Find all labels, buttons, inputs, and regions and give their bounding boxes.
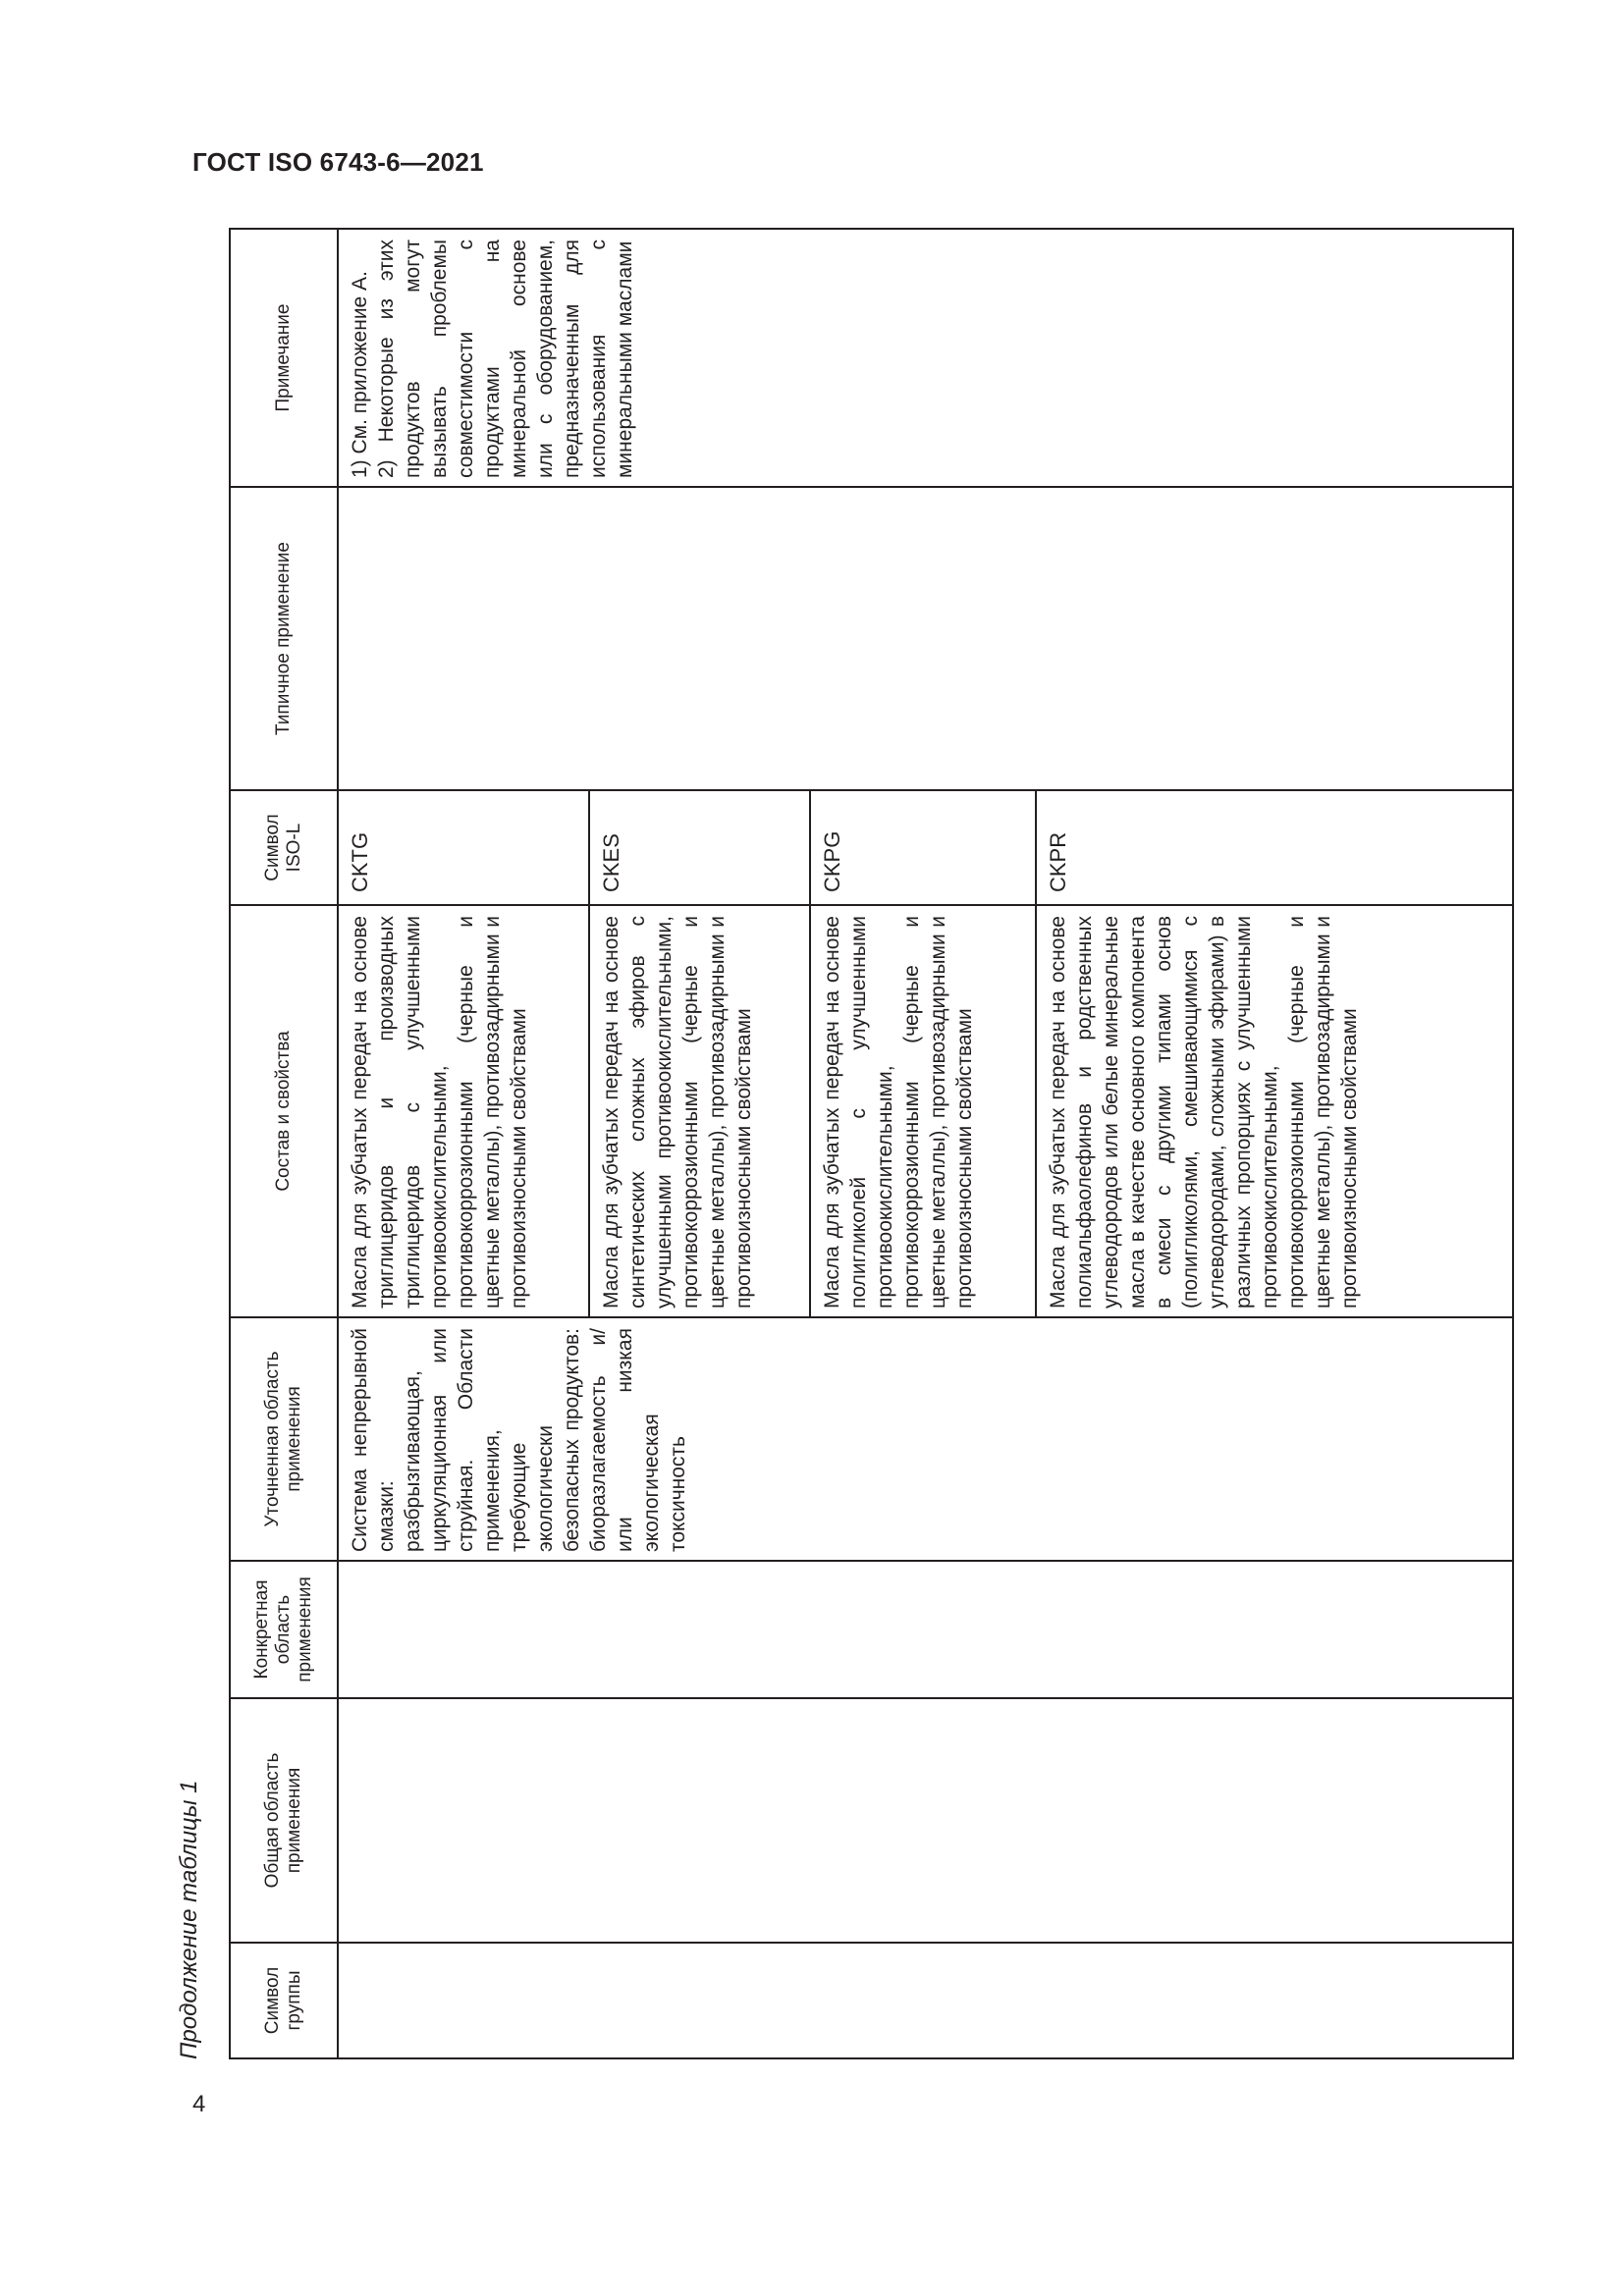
cell-typical-application xyxy=(338,487,1513,790)
cell-iso-symbol: CKTG xyxy=(338,790,589,905)
table-row xyxy=(338,229,589,2058)
table-caption: Продолжение таблицы 1 xyxy=(176,1780,202,2059)
header-group-symbol: Символ группы xyxy=(230,1943,338,2058)
cell-notes xyxy=(338,229,1513,487)
header-notes: Примечание xyxy=(230,229,338,487)
table-header-row xyxy=(230,229,338,2058)
note-1: 1) См. приложение А. xyxy=(349,271,371,478)
cell-composition: Масла для зубчатых передач на основе полигликолей с улучшенными противоокислительными, противокоррозионными (черные и цветные металлы), противозадирными и противоизносными свойствами xyxy=(810,905,1036,1317)
classification-table xyxy=(229,228,1514,2059)
note-2: 2) Некоторые из этих продуктов могут вызывать проблемы совместимости с продуктами на минеральной основе или с оборудованием, предназначенным для использования с минеральными маслами xyxy=(375,240,636,478)
header-iso-l-symbol: Символ ISO-L xyxy=(230,790,338,905)
header-typical-application: Типичное применение xyxy=(230,487,338,790)
header-specific-application: Конкретная область применения xyxy=(230,1561,338,1698)
rotated-table-area xyxy=(176,230,1502,2059)
cell-refined-application: Система непрерывной смазки: разбрызгивающая, циркуляционная или струйная. Области применения, требующие экологически безопасных продуктов: биоразлагаемость и/или низкая экологическая токсичность xyxy=(338,1317,1513,1561)
cell-iso-symbol: CKPG xyxy=(810,790,1036,905)
cell-specific-application xyxy=(338,1561,1513,1698)
cell-composition: Масла для зубчатых передач на основе полиальфаолефинов и родственных углеводородов или белые минеральные масла в качестве основного компонента в смеси с другими типами основ (полигликолями, смешивающимися с углеводородами, сложными эфирами) в различных пропорциях с улучшенными противоокислительными, противокоррозионными (черные и цветные металлы), противозадирными и противоизносными свойствами xyxy=(1036,905,1513,1317)
header-composition: Состав и свойства xyxy=(230,905,338,1317)
header-refined-application: Уточненная область применения xyxy=(230,1317,338,1561)
document-header: ГОСТ ISO 6743-6—2021 xyxy=(192,147,484,177)
cell-general-application xyxy=(338,1698,1513,1943)
page-number: 4 xyxy=(192,2091,206,2117)
cell-group-symbol xyxy=(338,1943,1513,2058)
cell-composition: Масла для зубчатых передач на основе триглицеридов и производных триглицеридов с улучшенными противоокислительными, противокоррозионными (черные и цветные металлы), противозадирными и противоизносными свойствами xyxy=(338,905,589,1317)
header-general-application: Общая область применения xyxy=(230,1698,338,1943)
cell-composition: Масла для зубчатых передач на основе синтетических сложных эфиров с улучшенными противоокислительными, противокоррозионными (черные и цветные металлы), противозадирными и противоизносными свойствами xyxy=(589,905,810,1317)
table-container xyxy=(176,230,1502,2059)
cell-iso-symbol: CKPR xyxy=(1036,790,1513,905)
cell-iso-symbol: CKES xyxy=(589,790,810,905)
